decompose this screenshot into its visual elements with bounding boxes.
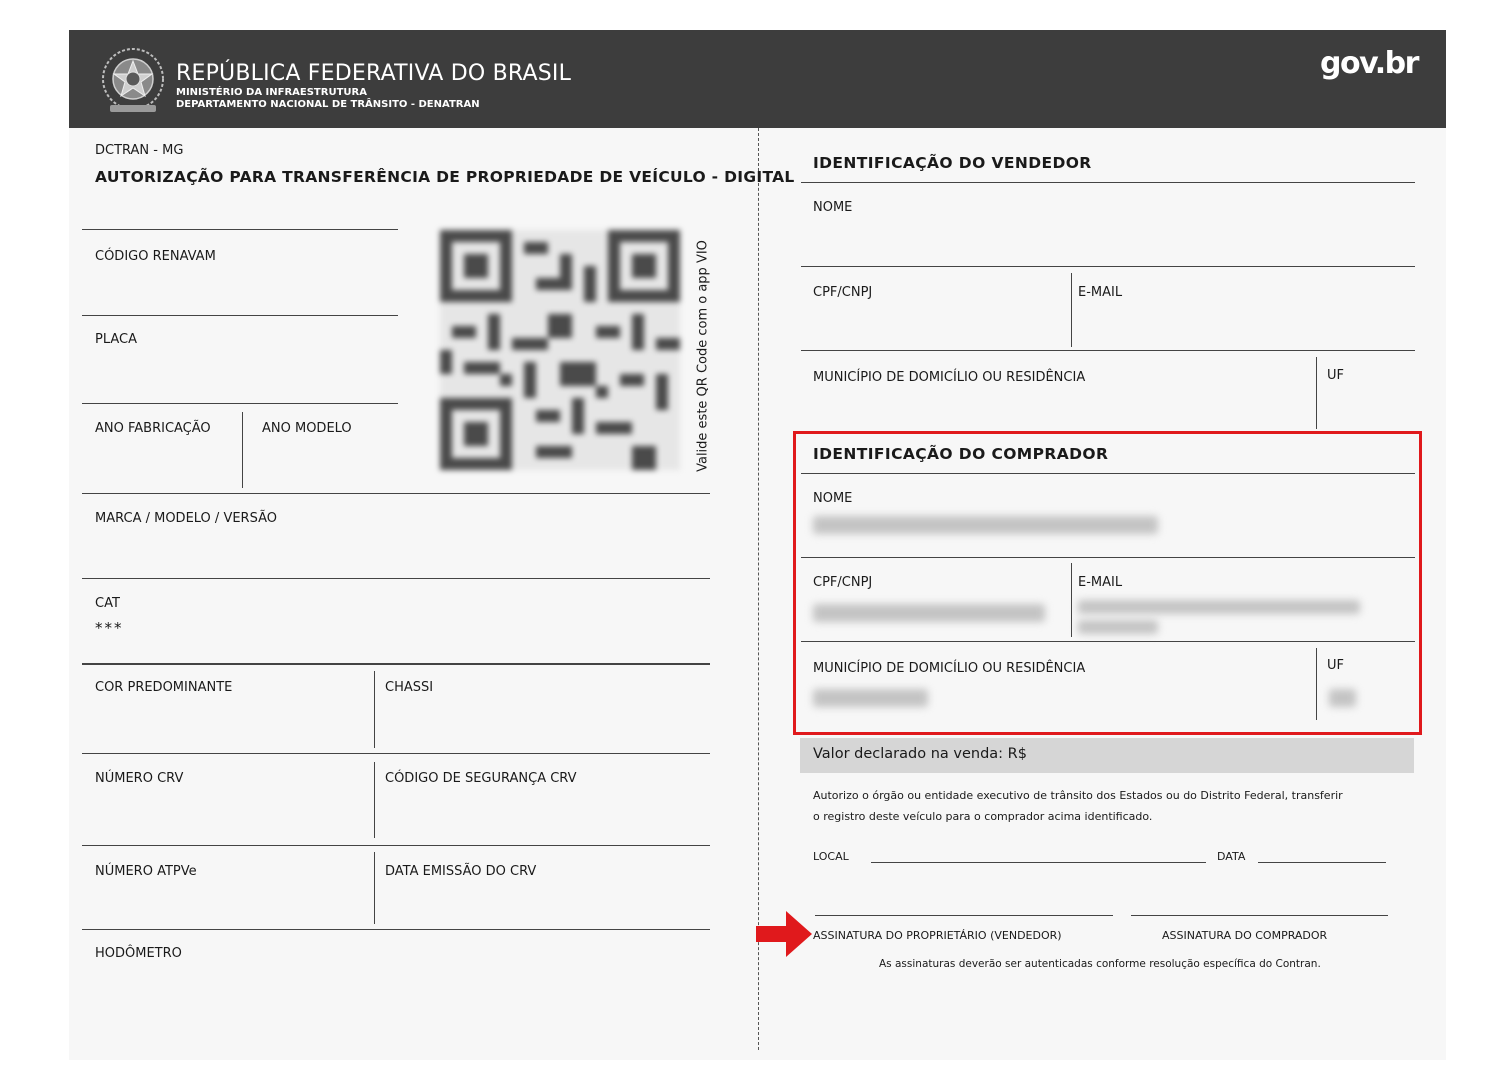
vendedor-municipio-label: MUNICÍPIO DE DOMICÍLIO OU RESIDÊNCIA [813,370,1086,385]
vendedor-nome-label: NOME [813,200,853,215]
comprador-nome-label: NOME [813,491,853,506]
issuer-label: DCTRAN - MG [95,143,184,158]
header-department: DEPARTAMENTO NACIONAL DE TRÂNSITO - DENATRAN [176,99,480,110]
comprador-uf-label: UF [1327,658,1344,673]
cor-label: COR PREDOMINANTE [95,680,233,695]
placa-label: PLACA [95,332,138,347]
rule [82,929,710,930]
document-title: AUTORIZAÇÃO PARA TRANSFERÊNCIA DE PROPRIEDADE DE VEÍCULO - DIGITAL [95,168,795,186]
codigo-seguranca-label: CÓDIGO DE SEGURANÇA CRV [385,771,577,786]
assinatura-vendedor-label: ASSINATURA DO PROPRIETÁRIO (VENDEDOR) [813,929,1062,942]
numero-atpve-label: NÚMERO ATPVe [95,864,197,879]
header-title: REPÚBLICA FEDERATIVA DO BRASIL [176,61,572,86]
data-line [1258,862,1386,863]
rule [1071,273,1072,347]
marca-modelo-label: MARCA / MODELO / VERSÃO [95,511,277,526]
vendedor-cpf-label: CPF/CNPJ [813,285,873,300]
comprador-title: IDENTIFICAÇÃO DO COMPRADOR [813,445,1109,463]
rule [242,412,243,488]
autorizo-text-line1: Autorizo o órgão ou entidade executivo de trânsito dos Estados ou do Distrito Federal, transferir [813,789,1343,802]
rule [82,753,710,754]
coat-of-arms-icon [100,45,166,117]
cat-value: *** [95,619,124,637]
rule [82,229,398,230]
valor-declarado-label: Valor declarado na venda: R$ [813,746,1027,762]
highlight-comprador-box [793,431,1422,735]
rule [1316,357,1317,429]
red-arrow-icon [756,911,812,957]
comprador-municipio-label: MUNICÍPIO DE DOMICÍLIO OU RESIDÊNCIA [813,661,1086,676]
comprador-cpf-label: CPF/CNPJ [813,575,873,590]
comprador-email-label: E-MAIL [1078,575,1123,590]
rule [801,350,1415,351]
vendedor-email-label: E-MAIL [1078,285,1123,300]
rule [801,182,1415,183]
govbr-logo: gov.br [1320,46,1418,81]
rule [82,845,710,846]
rule [801,266,1415,267]
assinaturas-nota: As assinaturas deverão ser autenticadas conforme resolução específica do Contran. [879,958,1321,970]
chassi-label: CHASSI [385,680,434,695]
rule [374,852,375,924]
rule [374,671,375,748]
rule [82,663,710,665]
renavam-label: CÓDIGO RENAVAM [95,249,216,264]
rule [82,403,398,404]
autorizo-text-line2: o registro deste veículo para o comprador acima identificado. [813,810,1153,823]
vendedor-uf-label: UF [1327,368,1344,383]
qr-code [440,230,680,470]
local-line [871,862,1206,863]
qr-caption: Valide este QR Code com o app VIO [695,240,711,472]
rule [82,315,398,316]
rule [374,762,375,838]
header-ministry: MINISTÉRIO DA INFRAESTRUTURA [176,87,367,98]
signature-line-comprador [1131,915,1388,916]
rule [82,493,710,494]
assinatura-comprador-label: ASSINATURA DO COMPRADOR [1162,929,1328,942]
numero-crv-label: NÚMERO CRV [95,771,184,786]
cat-label: CAT [95,596,120,611]
data-label: DATA [1217,850,1246,863]
local-label: LOCAL [813,850,849,863]
vendedor-title: IDENTIFICAÇÃO DO VENDEDOR [813,154,1092,172]
data-emissao-label: DATA EMISSÃO DO CRV [385,864,537,879]
hodometro-label: HODÔMETRO [95,946,182,961]
rule [82,578,710,579]
ano-modelo-label: ANO MODELO [262,421,352,436]
ano-fabricacao-label: ANO FABRICAÇÃO [95,421,211,436]
signature-line-vendedor [815,915,1113,916]
